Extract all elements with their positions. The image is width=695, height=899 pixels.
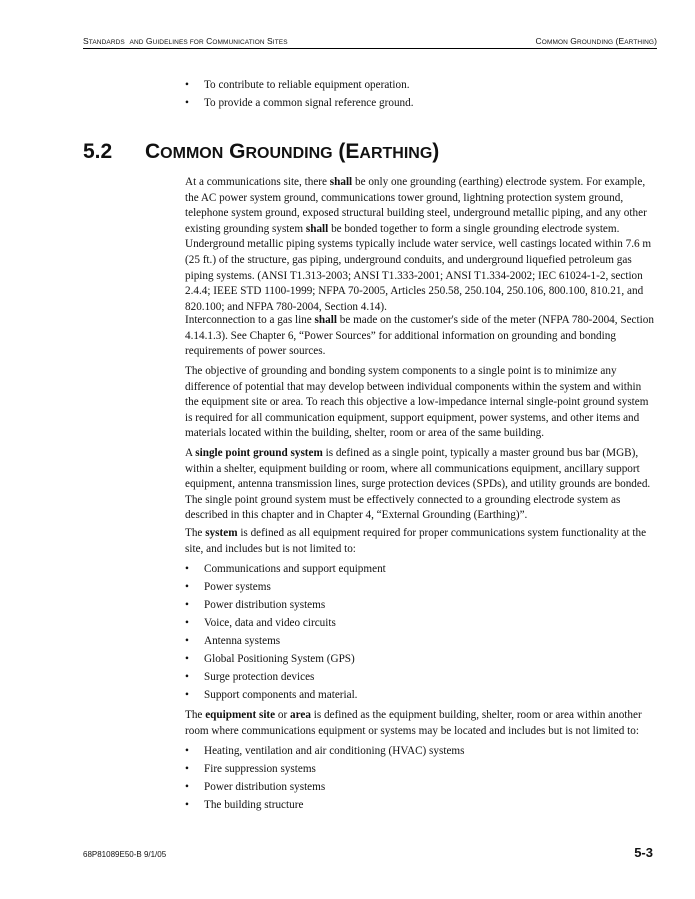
header-chapter-title: COMMON GROUNDING (EARTHING) (535, 36, 657, 46)
paragraph-single-point-ground: A single point ground system is defined as a single point, typically a master ground bus bar (MGB), within a shelter, equipment building or room, where all communications equipment, ancillary support equipment, antenna transmission lines, surge protection devices (SPDs), and utility grounds are bonded. The single point ground system must be effectively connected to a grounding electrode system as described in this chapter and in Chapter 4, “External Grounding (Earthing)”. (185, 447, 651, 522)
paragraph-gas-line: Interconnection to a gas line shall be made on the customer's side of the meter (NFPA 780-2004, Section 4.14.1.3). See Chapter 6, “Power Sources” for additional information on grounding and bonding requirements of power sources. (185, 314, 654, 358)
list-item: • Global Positioning System (GPS) (185, 650, 655, 668)
paragraph-system-definition: The system is defined as all equipment required for proper communications system functionality at the site, and includes but is not limited to: (185, 527, 647, 555)
site-bullet-list (185, 742, 655, 814)
list-item: • Power distribution systems (185, 778, 655, 796)
list-item: • Support components and material. (185, 686, 655, 704)
section-title: COMMON GROUNDING (EARTHING) (145, 140, 440, 163)
list-item: • To contribute to reliable equipment operation. (185, 76, 655, 94)
list-item: • Heating, ventilation and air conditioning (HVAC) systems (185, 742, 655, 760)
list-item: • Power systems (185, 578, 655, 596)
list-item: • To provide a common signal reference ground. (185, 94, 655, 112)
intro-bullet-list (185, 76, 655, 112)
list-item: • Power distribution systems (185, 596, 655, 614)
list-item: • Communications and support equipment (185, 560, 655, 578)
page-header (83, 36, 657, 49)
paragraph-objective: The objective of grounding and bonding system components to a single point is to minimize any difference of potential that may develop between individual components within the system and within the equipment site or area. To reach this objective a low-impedance internal single-point ground system is required for all communication equipment, support equipment, power systems, and other items and materials located within the building, shelter, room or area of the same building. (185, 365, 649, 440)
paragraph-equipment-site: The equipment site or area is defined as the equipment building, shelter, room or area within another room where communications equipment or systems may be located and includes but is not limited to: (185, 709, 642, 737)
section-number: 5.2 (83, 140, 113, 163)
page-number: 5-3 (634, 845, 653, 860)
list-item: • Surge protection devices (185, 668, 655, 686)
system-bullet-list (185, 560, 655, 704)
header-doc-title: STANDARDS AND GUIDELINES FOR COMMUNICATION SITES (83, 36, 288, 46)
footer-doc-id: 68P81089E50-B 9/1/05 (83, 850, 167, 859)
list-item: • Antenna systems (185, 632, 655, 650)
list-item: • Fire suppression systems (185, 760, 655, 778)
list-item: • Voice, data and video circuits (185, 614, 655, 632)
paragraph-single-electrode: At a communications site, there shall be only one grounding (earthing) electrode system. For example, the AC power system ground, communications tower ground, lightning protection system ground, telephone system ground, exposed structural building steel, underground metallic piping, and any other existing grounding system shall be bonded together to form a single grounding electrode system. Underground metallic piping systems typically include water service, well castings located within 7.6 m (25 ft.) of the structure, gas piping, underground conduits, and underground liquefied petroleum gas piping systems. (ANSI T1.313-2003; ANSI T1.333-2001; ANSI T1.334-2002; IEC 61024-1-2, section 2.4.4; IEEE STD 1100-1999; NFPA 70-2005, Articles 250.58, 250.104, 250.106, 800.100, 810.21, and 820.100; and NFPA 780-2004, Section 4.14). (185, 176, 652, 313)
list-item: • The building structure (185, 796, 655, 814)
